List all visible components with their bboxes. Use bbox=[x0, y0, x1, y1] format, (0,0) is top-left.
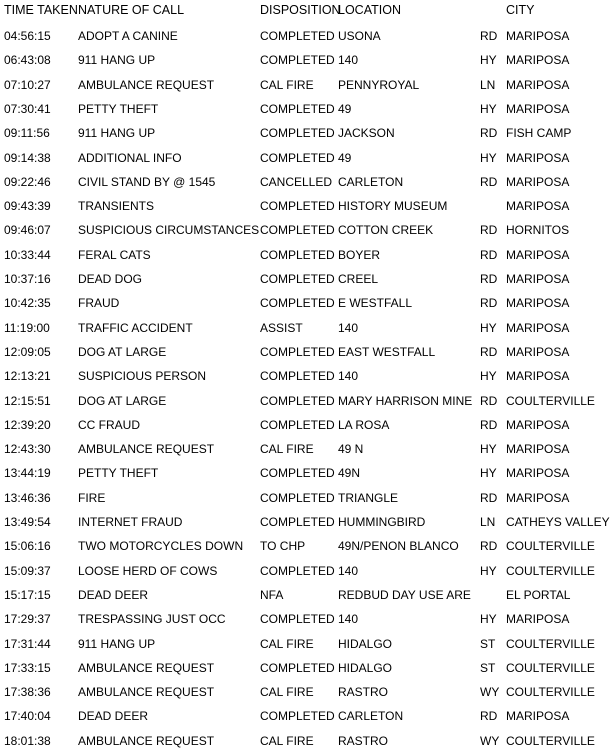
call-city: COULTERVILLE bbox=[506, 563, 595, 578]
call-location: 49N bbox=[338, 466, 361, 481]
call-time: 12:43:30 bbox=[4, 442, 51, 457]
call-time: 17:31:44 bbox=[4, 636, 51, 651]
call-disposition: COMPLETED bbox=[260, 660, 335, 675]
call-city: MARIPOSA bbox=[506, 101, 570, 116]
call-time: 17:40:04 bbox=[4, 709, 51, 724]
call-time: 06:43:08 bbox=[4, 53, 51, 68]
call-location: MARY HARRISON MINE bbox=[338, 393, 473, 408]
call-nature: CC FRAUD bbox=[78, 417, 140, 432]
call-nature: 911 HANG UP bbox=[78, 636, 156, 651]
call-row bbox=[0, 634, 614, 654]
call-time: 09:14:38 bbox=[4, 150, 51, 165]
call-time: 13:49:54 bbox=[4, 515, 51, 529]
call-location: 140 bbox=[338, 53, 359, 68]
call-disposition: COMPLETED bbox=[260, 296, 335, 311]
call-row bbox=[0, 220, 614, 240]
call-street-suffix: ST bbox=[480, 660, 496, 675]
call-location: HISTORY MUSEUM bbox=[338, 199, 448, 214]
call-time: 15:09:37 bbox=[4, 563, 51, 578]
call-time: 09:11:56 bbox=[4, 126, 50, 141]
call-nature: LOOSE HERD OF COWS bbox=[78, 563, 218, 578]
call-time: 12:13:21 bbox=[4, 369, 51, 384]
call-time: 13:46:36 bbox=[4, 490, 51, 505]
call-location: JACKSON bbox=[338, 126, 395, 141]
call-city: MARIPOSA bbox=[506, 247, 570, 262]
call-location: CREEL bbox=[338, 272, 379, 286]
call-row bbox=[0, 682, 614, 702]
call-street-suffix: RD bbox=[480, 709, 498, 724]
header-nature-of-call: NATURE OF CALL bbox=[78, 3, 185, 17]
call-row bbox=[0, 293, 614, 313]
call-nature: DOG AT LARGE bbox=[78, 344, 167, 359]
call-city: MARIPOSA bbox=[506, 442, 570, 457]
call-street-suffix: WY bbox=[480, 685, 500, 700]
call-nature: FIRE bbox=[78, 490, 106, 505]
call-street-suffix: RD bbox=[480, 272, 498, 286]
call-nature: AMBULANCE REQUEST bbox=[78, 77, 215, 92]
call-time: 07:30:41 bbox=[4, 101, 51, 116]
call-row bbox=[0, 463, 614, 483]
call-city: MARIPOSA bbox=[506, 174, 570, 189]
call-street-suffix: HY bbox=[480, 101, 497, 116]
call-nature: DEAD DEER bbox=[78, 587, 149, 602]
call-disposition: COMPLETED bbox=[260, 199, 335, 214]
header-row bbox=[0, 0, 614, 20]
call-location: RASTRO bbox=[338, 685, 389, 700]
call-row bbox=[0, 50, 614, 70]
call-row bbox=[0, 658, 614, 678]
call-nature: ADDITIONAL INFO bbox=[78, 150, 182, 165]
call-location: USONA bbox=[338, 29, 381, 43]
call-row bbox=[0, 415, 614, 435]
call-disposition: CAL FIRE bbox=[260, 636, 314, 651]
call-location: 49 bbox=[338, 101, 352, 116]
call-city: MARIPOSA bbox=[506, 77, 570, 92]
call-city: COULTERVILLE bbox=[506, 660, 595, 675]
call-disposition: COMPLETED bbox=[260, 344, 335, 359]
call-disposition: COMPLETED bbox=[260, 101, 335, 116]
call-disposition: COMPLETED bbox=[260, 417, 335, 432]
call-nature: FERAL CATS bbox=[78, 247, 151, 262]
call-disposition: COMPLETED bbox=[260, 29, 335, 43]
call-row bbox=[0, 585, 614, 605]
call-disposition: CAL FIRE bbox=[260, 77, 314, 92]
call-row bbox=[0, 536, 614, 556]
call-street-suffix: LN bbox=[480, 515, 496, 529]
call-street-suffix: RD bbox=[480, 126, 498, 141]
call-time: 17:38:36 bbox=[4, 685, 51, 700]
call-location: E WESTFALL bbox=[338, 296, 413, 311]
call-time: 11:19:00 bbox=[4, 320, 50, 335]
call-city: MARIPOSA bbox=[506, 466, 570, 481]
call-street-suffix: HY bbox=[480, 466, 497, 481]
header-disposition: DISPOSITION bbox=[260, 3, 341, 17]
call-city: COULTERVILLE bbox=[506, 733, 595, 748]
call-disposition: COMPLETED bbox=[260, 247, 335, 262]
call-location: 140 bbox=[338, 563, 359, 578]
call-nature: INTERNET FRAUD bbox=[78, 515, 183, 529]
call-time: 09:43:39 bbox=[4, 199, 51, 214]
call-street-suffix: RD bbox=[480, 247, 498, 262]
call-street-suffix: RD bbox=[480, 393, 498, 408]
call-row bbox=[0, 318, 614, 338]
call-city: COULTERVILLE bbox=[506, 393, 595, 408]
call-row bbox=[0, 172, 614, 192]
call-city: MARIPOSA bbox=[506, 150, 570, 165]
call-location: BOYER bbox=[338, 247, 381, 262]
call-row bbox=[0, 488, 614, 508]
call-nature: CIVIL STAND BY @ 1545 bbox=[78, 174, 216, 189]
call-row bbox=[0, 26, 614, 46]
call-location: 49 bbox=[338, 150, 352, 165]
call-nature: AMBULANCE REQUEST bbox=[78, 685, 215, 700]
call-location: COTTON CREEK bbox=[338, 223, 434, 238]
call-street-suffix: RD bbox=[480, 29, 498, 43]
call-row bbox=[0, 512, 614, 532]
call-city: HORNITOS bbox=[506, 223, 570, 238]
call-city: MARIPOSA bbox=[506, 320, 570, 335]
call-nature: TWO MOTORCYCLES DOWN bbox=[78, 539, 244, 554]
call-disposition: ASSIST bbox=[260, 320, 303, 335]
call-nature: AMBULANCE REQUEST bbox=[78, 442, 215, 457]
call-disposition: CAL FIRE bbox=[260, 733, 314, 748]
call-street-suffix: HY bbox=[480, 53, 497, 68]
call-time: 15:17:15 bbox=[4, 587, 51, 602]
call-city: MARIPOSA bbox=[506, 612, 570, 627]
call-disposition: NFA bbox=[260, 587, 284, 602]
call-time: 12:15:51 bbox=[4, 393, 51, 408]
call-location: 140 bbox=[338, 612, 359, 627]
call-disposition: COMPLETED bbox=[260, 563, 335, 578]
call-row bbox=[0, 366, 614, 386]
call-disposition: COMPLETED bbox=[260, 272, 335, 286]
call-city: COULTERVILLE bbox=[506, 685, 595, 700]
call-row bbox=[0, 196, 614, 216]
call-time: 12:39:20 bbox=[4, 417, 51, 432]
call-location: CARLETON bbox=[338, 709, 404, 724]
call-city: MARIPOSA bbox=[506, 272, 570, 286]
call-nature: DEAD DEER bbox=[78, 709, 149, 724]
call-time: 10:33:44 bbox=[4, 247, 51, 262]
call-time: 09:22:46 bbox=[4, 174, 51, 189]
call-location: HIDALGO bbox=[338, 660, 393, 675]
call-row bbox=[0, 148, 614, 168]
call-city: CATHEYS VALLEY bbox=[506, 515, 610, 529]
call-disposition: COMPLETED bbox=[260, 369, 335, 384]
call-location: 49 N bbox=[338, 442, 364, 457]
call-location: RASTRO bbox=[338, 733, 389, 748]
call-nature: TRANSIENTS bbox=[78, 199, 155, 214]
call-time: 17:29:37 bbox=[4, 612, 51, 627]
call-row bbox=[0, 731, 614, 751]
call-row bbox=[0, 245, 614, 265]
call-nature: AMBULANCE REQUEST bbox=[78, 660, 215, 675]
call-nature: SUSPICIOUS PERSON bbox=[78, 369, 207, 384]
call-city: MARIPOSA bbox=[506, 490, 570, 505]
call-time: 07:10:27 bbox=[4, 77, 51, 92]
call-city: MARIPOSA bbox=[506, 199, 570, 214]
call-city: MARIPOSA bbox=[506, 29, 570, 43]
call-nature: TRESPASSING JUST OCC bbox=[78, 612, 226, 627]
call-row bbox=[0, 706, 614, 726]
call-location: CARLETON bbox=[338, 174, 404, 189]
call-nature: PETTY THEFT bbox=[78, 466, 159, 481]
call-city: FISH CAMP bbox=[506, 126, 572, 141]
call-city: MARIPOSA bbox=[506, 53, 570, 68]
call-disposition: COMPLETED bbox=[260, 466, 335, 481]
call-time: 17:33:15 bbox=[4, 660, 51, 675]
call-time: 09:46:07 bbox=[4, 223, 51, 238]
call-city: COULTERVILLE bbox=[506, 636, 595, 651]
call-row bbox=[0, 269, 614, 289]
call-row bbox=[0, 75, 614, 95]
call-location: HIDALGO bbox=[338, 636, 393, 651]
call-nature: DOG AT LARGE bbox=[78, 393, 167, 408]
call-street-suffix: RD bbox=[480, 539, 498, 554]
call-row bbox=[0, 123, 614, 143]
call-nature: PETTY THEFT bbox=[78, 101, 159, 116]
call-time: 10:42:35 bbox=[4, 296, 51, 311]
call-disposition: COMPLETED bbox=[260, 126, 335, 141]
header-time-taken: TIME TAKEN bbox=[4, 3, 78, 17]
call-disposition: COMPLETED bbox=[260, 709, 335, 724]
call-street-suffix: HY bbox=[480, 612, 497, 627]
header-location: LOCATION bbox=[338, 3, 401, 17]
call-nature: AMBULANCE REQUEST bbox=[78, 733, 215, 748]
call-nature: TRAFFIC ACCIDENT bbox=[78, 320, 193, 335]
call-location: LA ROSA bbox=[338, 417, 390, 432]
call-disposition: TO CHP bbox=[260, 539, 306, 554]
call-street-suffix: HY bbox=[480, 442, 497, 457]
call-location: 140 bbox=[338, 369, 359, 384]
call-time: 18:01:38 bbox=[4, 733, 51, 748]
call-row bbox=[0, 342, 614, 362]
call-disposition: CANCELLED bbox=[260, 174, 333, 189]
call-disposition: COMPLETED bbox=[260, 53, 335, 68]
call-disposition: COMPLETED bbox=[260, 612, 335, 627]
call-nature: ADOPT A CANINE bbox=[78, 29, 178, 43]
call-time: 12:09:05 bbox=[4, 344, 51, 359]
call-location: 140 bbox=[338, 320, 359, 335]
call-nature: 911 HANG UP bbox=[78, 126, 156, 141]
call-street-suffix: RD bbox=[480, 174, 498, 189]
call-city: MARIPOSA bbox=[506, 709, 570, 724]
call-nature: SUSPICIOUS CIRCUMSTANCES bbox=[78, 223, 260, 238]
call-city: MARIPOSA bbox=[506, 296, 570, 311]
call-row bbox=[0, 391, 614, 411]
call-row bbox=[0, 99, 614, 119]
call-nature: 911 HANG UP bbox=[78, 53, 156, 68]
call-time: 04:56:15 bbox=[4, 29, 51, 43]
call-location: EAST WESTFALL bbox=[338, 344, 436, 359]
call-time: 10:37:16 bbox=[4, 272, 51, 286]
call-street-suffix: RD bbox=[480, 344, 498, 359]
call-street-suffix: ST bbox=[480, 636, 496, 651]
call-time: 13:44:19 bbox=[4, 466, 51, 481]
call-location: REDBUD DAY USE ARE bbox=[338, 587, 471, 602]
call-street-suffix: HY bbox=[480, 563, 497, 578]
call-location: TRIANGLE bbox=[338, 490, 399, 505]
call-location: HUMMINGBIRD bbox=[338, 515, 426, 529]
call-disposition: COMPLETED bbox=[260, 393, 335, 408]
call-location: 49N/PENON BLANCO bbox=[338, 539, 459, 554]
call-street-suffix: LN bbox=[480, 77, 496, 92]
call-disposition: CAL FIRE bbox=[260, 685, 314, 700]
call-row bbox=[0, 561, 614, 581]
call-city: COULTERVILLE bbox=[506, 539, 595, 554]
call-street-suffix: WY bbox=[480, 733, 500, 748]
call-city: MARIPOSA bbox=[506, 417, 570, 432]
call-location: PENNYROYAL bbox=[338, 77, 420, 92]
call-street-suffix: HY bbox=[480, 320, 497, 335]
call-disposition: COMPLETED bbox=[260, 515, 335, 529]
call-disposition: COMPLETED bbox=[260, 223, 335, 238]
call-row bbox=[0, 439, 614, 459]
call-nature: DEAD DOG bbox=[78, 272, 143, 286]
header-city: CITY bbox=[506, 3, 535, 17]
call-row bbox=[0, 609, 614, 629]
call-time: 15:06:16 bbox=[4, 539, 51, 554]
call-disposition: COMPLETED bbox=[260, 490, 335, 505]
call-street-suffix: HY bbox=[480, 369, 497, 384]
call-city: MARIPOSA bbox=[506, 344, 570, 359]
call-street-suffix: RD bbox=[480, 417, 498, 432]
call-disposition: COMPLETED bbox=[260, 150, 335, 165]
call-street-suffix: HY bbox=[480, 150, 497, 165]
call-street-suffix: RD bbox=[480, 296, 498, 311]
call-city: EL PORTAL bbox=[506, 587, 571, 602]
call-street-suffix: RD bbox=[480, 490, 498, 505]
call-nature: FRAUD bbox=[78, 296, 120, 311]
call-street-suffix: RD bbox=[480, 223, 498, 238]
call-city: MARIPOSA bbox=[506, 369, 570, 384]
call-disposition: CAL FIRE bbox=[260, 442, 314, 457]
